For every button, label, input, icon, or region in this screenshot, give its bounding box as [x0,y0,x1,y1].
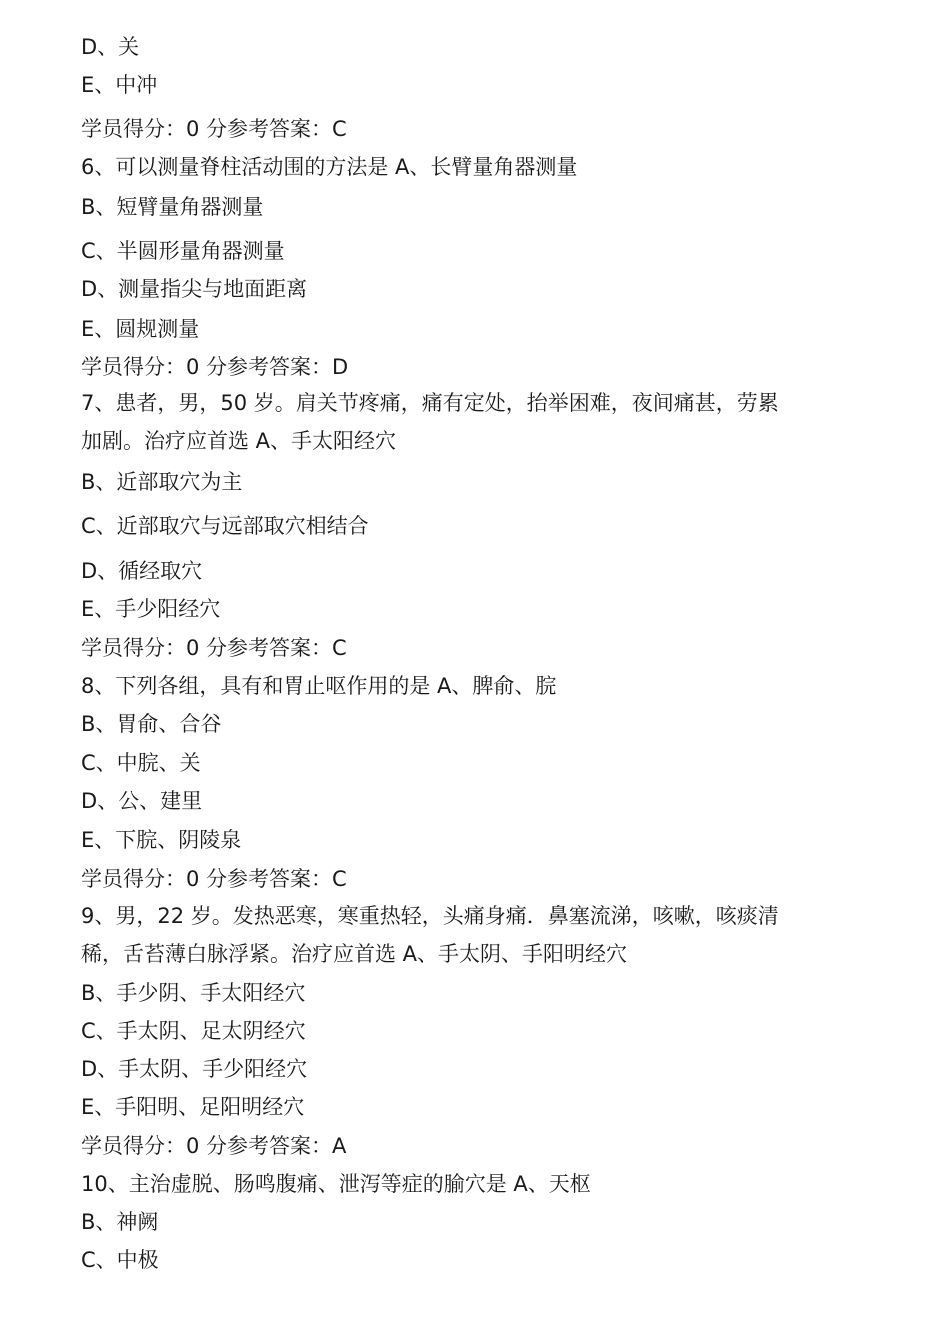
option-b-line: B、手少阴、手太阳经穴 [81,981,306,1005]
option-b-line: B、近部取穴为主 [81,470,243,494]
option-c-line: C、中脘、关 [81,751,201,775]
question-9-line: 9、男，22 岁。发热恶寒，寒重热轻，头痛身痛．鼻塞流涕，咳嗽，咳痰清 [81,904,779,928]
option-e-line: E、圆规测量 [81,317,200,341]
question-7-cont: 加剧。治疗应首选 A、手太阳经穴 [81,429,397,453]
option-e-line: E、手阳明、足阳明经穴 [81,1095,305,1119]
option-e-line: E、下脘、阴陵泉 [81,828,242,852]
option-d-line: D、测量指尖与地面距离 [81,277,308,301]
answer-line: 学员得分：0 分参考答案：C [81,117,347,141]
option-d-line: D、关 [81,35,140,59]
question-9-cont: 稀，舌苔薄白脉浮紧。治疗应首选 A、手太阴、手阳明经穴 [81,942,628,966]
answer-line: 学员得分：0 分参考答案：C [81,867,347,891]
option-c-line: C、半圆形量角器测量 [81,239,285,263]
option-b-line: B、神阙 [81,1210,159,1234]
question-10-line: 10、主治虚脱、肠鸣腹痛、泄泻等症的腧穴是 A、天枢 [81,1172,591,1196]
option-b-line: B、胃俞、合谷 [81,712,222,736]
option-d-line: D、公、建里 [81,789,203,813]
option-d-line: D、手太阴、手少阳经穴 [81,1057,308,1081]
answer-line: 学员得分：0 分参考答案：D [81,355,349,379]
option-e-line: E、中冲 [81,73,158,97]
option-b-line: B、短臂量角器测量 [81,195,264,219]
answer-line: 学员得分：0 分参考答案：A [81,1134,347,1158]
option-c-line: C、近部取穴与远部取穴相结合 [81,514,369,538]
option-e-line: E、手少阳经穴 [81,597,221,621]
option-d-line: D、循经取穴 [81,559,203,583]
answer-line: 学员得分：0 分参考答案：C [81,636,347,660]
option-c-line: C、中极 [81,1248,159,1272]
question-6-line: 6、可以测量脊柱活动围的方法是 A、长臂量角器测量 [81,155,578,179]
option-c-line: C、手太阴、足太阴经穴 [81,1019,306,1043]
question-8-line: 8、下列各组，具有和胃止呕作用的是 A、脾俞、脘 [81,674,557,698]
question-7-line: 7、患者，男，50 岁。肩关节疼痛，痛有定处，抬举困难，夜间痛甚，劳累 [81,391,779,415]
